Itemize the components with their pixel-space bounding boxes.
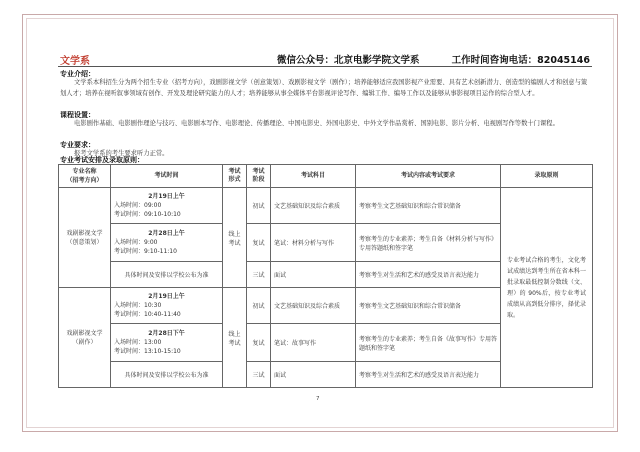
stage-cell: 复试 xyxy=(247,224,271,262)
exam-table xyxy=(58,164,593,388)
header-stage: 考试阶段 xyxy=(247,165,271,188)
intro-title: 专业介绍： xyxy=(60,70,95,78)
time-cell: 2月19日上午 入场时间：09:00 考试时间：09:10-10:10 xyxy=(111,188,223,224)
subject-cell: 笔试：材料分析与写作 xyxy=(271,224,356,262)
time-cell: 具体时间及安排以学校公布为准 xyxy=(111,262,223,288)
department-name: 文学系 xyxy=(60,56,90,67)
header-rule: 录取原则 xyxy=(501,165,593,188)
requirements-body: 报考文学系的考生要求听力正常。 xyxy=(74,150,169,157)
admission-rule-cell: 专业考试合格的考生，文化考试成绩达到考生所在省本科一批录取最低控制分数线（文、理）的 90%后，按专业考试成绩从高到低分排序，择优录取。 xyxy=(501,188,593,388)
table-header-row xyxy=(59,165,593,188)
wechat-account: 微信公众号：北京电影学院文学系 xyxy=(277,55,420,66)
time-cell: 2月19日上午 入场时间：10:30 考试时间：10:40-11:40 xyxy=(111,288,223,324)
subject-cell: 笔试：故事写作 xyxy=(271,324,356,362)
content-cell: 考察考生对生活和艺术的感受及语言表达能力 xyxy=(356,362,501,388)
content-cell: 考察考生文艺基础知识和综合常识储备 xyxy=(356,188,501,224)
header-time: 考试时间 xyxy=(111,165,223,188)
courses-body: 电影剧作基础、电影剧作理论与技巧、电影剧本写作、电影理论、传播理论、中国电影史、外国电影史、中外文学作品赏析、国别电影、影片分析、电视剧写作等数十门课程。 xyxy=(74,120,559,127)
exam-title: 专业考试安排及录取原则： xyxy=(60,156,144,164)
courses-title: 课程设置： xyxy=(60,111,95,119)
requirements-title: 专业要求： xyxy=(60,141,95,149)
subject-cell: 文艺基础知识及综合素质 xyxy=(271,188,356,224)
page-number: 7 xyxy=(316,396,320,402)
stage-cell: 三试 xyxy=(247,362,271,388)
content-cell: 考察考生对生活和艺术的感受及语言表达能力 xyxy=(356,262,501,288)
form-cell: 线上考试 xyxy=(223,188,247,288)
header-form: 考试形式 xyxy=(223,165,247,188)
subject-cell: 文艺基础知识及综合素质 xyxy=(271,288,356,324)
subject-cell: 面试 xyxy=(271,362,356,388)
header-content: 考试内容或考试要求 xyxy=(356,165,501,188)
time-cell: 2月28日上午 入场时间：9:00 考试时间：9:10-11:10 xyxy=(111,224,223,262)
stage-cell: 初试 xyxy=(247,288,271,324)
content-cell: 考察考生的专业素养；考生自备《故事写作》专用答题纸和签字笔 xyxy=(356,324,501,362)
intro-body: 文学系本科招生分为两个招生专业（招考方向），戏剧影视文学（创意策划）、戏剧影视文学（剧作）；培养能够适应我国影视产业需要、具有艺术创新潜力、创造型的编剧人才和创意与策划人才；培养在视听叙事领域有创作、开发及理论研究能力的人才；培养能够从事全媒体平台影视评论写作、编辑工作、编导工作以及能够从事影视项目运作的综合型人才。 xyxy=(60,79,588,97)
stage-cell: 三试 xyxy=(247,262,271,288)
stage-cell: 初试 xyxy=(247,188,271,224)
header-divider xyxy=(58,66,592,67)
stage-cell: 复试 xyxy=(247,324,271,362)
header-subject: 考试科目 xyxy=(271,165,356,188)
table-row xyxy=(59,188,593,224)
form-cell: 线上考试 xyxy=(223,288,247,388)
content-cell: 考察考生的专业素养；考生自备《材料分析与写作》专用答题纸和签字笔 xyxy=(356,224,501,262)
header-major: 专业名称 （招考方向） xyxy=(59,165,111,188)
subject-cell: 面试 xyxy=(271,262,356,288)
watermark: 搜狐号@北影艺考 xyxy=(547,436,620,446)
time-cell: 2月28日下午 入场时间：13:00 考试时间：13:10-15:10 xyxy=(111,324,223,362)
contact-phone: 工作时间咨询电话：82045146 xyxy=(451,55,590,66)
major-cell: 戏剧影视文学 （创意策划） xyxy=(59,188,111,288)
time-cell: 具体时间及安排以学校公布为准 xyxy=(111,362,223,388)
major-cell: 戏剧影视文学 （剧作） xyxy=(59,288,111,388)
content-cell: 考察考生文艺基础知识和综合常识储备 xyxy=(356,288,501,324)
